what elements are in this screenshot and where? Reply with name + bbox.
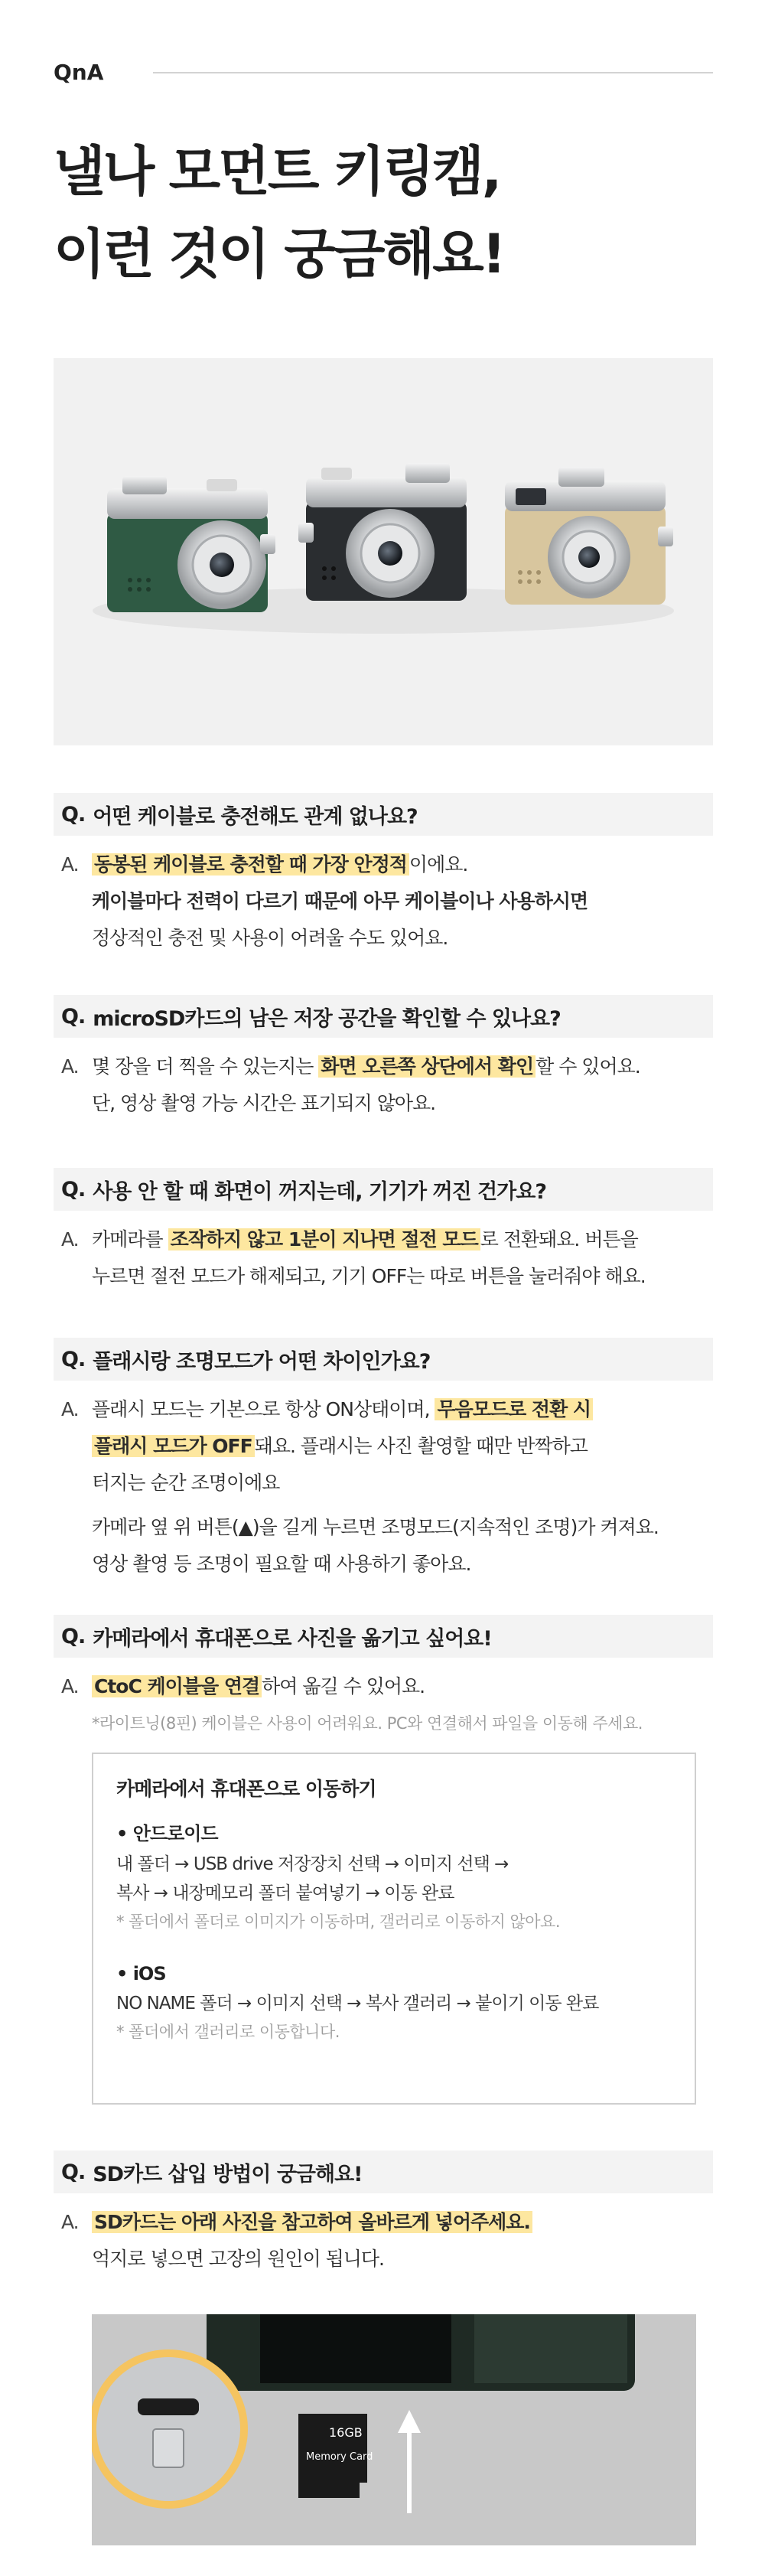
answer-highlight: 화면 오른쪽 상단에서 확인: [318, 1055, 536, 1078]
qa-item-charging: [54, 793, 713, 957]
answer-line: 터지는 순간 조명이에요: [92, 1472, 280, 1494]
question-text: 사용 안 할 때 화면이 꺼지는데, 기기가 꺼진 건가요?: [93, 1179, 546, 1204]
sd-card-capacity: 16GB: [329, 2425, 363, 2440]
answer-line: 누르면 절전 모드가 해제되고, 기기 OFF는 따로 버튼을 눌러줘야 해요.: [92, 1265, 646, 1287]
guide-ios-note: * 폴더에서 갤러리로 이동합니다.: [116, 2023, 340, 2041]
answer-line: [92, 2204, 713, 2241]
question-mark: Q.: [61, 1177, 86, 1202]
answer-line: [92, 1668, 713, 1705]
question-mark: Q.: [61, 2160, 86, 2184]
page-title-line-1: 낼나 모먼트 키링캠,: [54, 140, 500, 203]
answer-line: 영상 촬영 등 조명이 필요할 때 사용하기 좋아요.: [92, 1553, 471, 1575]
answer-text: 할 수 있어요.: [536, 1055, 640, 1078]
answer-line: [92, 1391, 713, 1428]
guide-title: 카메라에서 휴대폰으로 이동하기: [116, 1778, 376, 1800]
answer-highlight: 동봉된 케이블로 충전할 때 가장 안정적: [92, 853, 409, 876]
answer-text: 몇 장을 더 찍을 수 있는지는: [92, 1055, 319, 1078]
answer-body: [54, 1048, 713, 1122]
question-text: SD카드 삽입 방법이 궁금해요!: [93, 2162, 363, 2186]
qa-item-flash: [54, 1338, 713, 1583]
question-bar: [54, 995, 713, 1038]
answer-line: 케이블마다 전력이 다르기 때문에 아무 케이블이나 사용하시면: [92, 890, 588, 912]
answer-body: [54, 846, 713, 957]
guide-android-step: 복사 → 내장메모리 폴더 붙여넣기 → 이동 완료: [116, 1883, 454, 1903]
answer-mark: A.: [61, 1675, 79, 1697]
cameras-illustration: [54, 358, 713, 745]
answer-body: [54, 2204, 713, 2278]
answer-text: 플래시 모드는 기본으로 항상 ON상태이며,: [92, 1398, 435, 1420]
answer-line: [92, 1428, 713, 1465]
sd-insertion-illustration: [92, 2314, 696, 2545]
section-header: [54, 57, 713, 84]
question-bar: [54, 1338, 713, 1381]
guide-android-note: * 폴더에서 폴더로 이미지가 이동하며, 갤러리로 이동하지 않아요.: [116, 1912, 561, 1931]
answer-text: 돼요. 플래시는 사진 촬영할 때만 반짝하고: [254, 1435, 588, 1457]
header-divider: [153, 72, 713, 73]
answer-note: *라이트닝(8핀) 케이블은 사용이 어려워요. PC와 연결해서 파일을 이동해 주세요.: [92, 1714, 643, 1733]
answer-mark: A.: [61, 1398, 79, 1420]
question-mark: Q.: [61, 802, 86, 827]
guide-ios-title: • iOS: [116, 1963, 166, 1984]
sd-insertion-photo: [92, 2314, 696, 2545]
question-mark: Q.: [61, 1624, 86, 1648]
answer-highlight: CtoC 케이블을 연결: [92, 1675, 262, 1697]
section-label: QnA: [54, 60, 104, 85]
answer-mark: A.: [61, 853, 79, 876]
page-title-line-2: 이런 것이 궁금해요!: [54, 223, 504, 285]
guide-android-step: 내 폴더 → USB drive 저장장치 선택 → 이미지 선택 →: [116, 1854, 509, 1874]
question-mark: Q.: [61, 1004, 86, 1029]
answer-highlight: 플래시 모드가 OFF: [92, 1435, 255, 1457]
question-bar: [54, 2150, 713, 2193]
qa-item-sd-card: [54, 2150, 713, 2278]
answer-line: [92, 1048, 713, 1085]
answer-mark: A.: [61, 2211, 79, 2233]
question-text: 플래시랑 조명모드가 어떤 차이인가요?: [93, 1349, 431, 1374]
answer-highlight: 무음모드로 전환 시: [435, 1398, 593, 1420]
question-bar: [54, 1615, 713, 1658]
answer-highlight: SD카드는 아래 사진을 참고하여 올바르게 넣어주세요.: [92, 2211, 532, 2233]
page-title: [54, 130, 713, 295]
answer-text: 하여 옮길 수 있어요.: [262, 1675, 425, 1697]
answer-highlight: 조작하지 않고 1분이 지나면 절전 모드: [168, 1228, 480, 1251]
question-mark: Q.: [61, 1347, 86, 1371]
guide-ios-step: NO NAME 폴더 → 이미지 선택 → 복사 갤러리 → 붙이기 이동 완료: [116, 1994, 599, 2014]
question-text: 카메라에서 휴대폰으로 사진을 옮기고 싶어요!: [93, 1626, 492, 1651]
qa-item-transfer: [54, 1615, 713, 1742]
qa-item-sleep-mode: [54, 1168, 713, 1295]
answer-line: [92, 846, 713, 883]
product-photo: [54, 358, 713, 745]
question-bar: [54, 1168, 713, 1211]
guide-android-title: • 안드로이드: [116, 1823, 218, 1844]
camera-green: [107, 476, 275, 612]
question-text: microSD카드의 남은 저장 공간을 확인할 수 있나요?: [93, 1006, 561, 1031]
answer-body: [54, 1391, 713, 1583]
answer-line: 카메라 옆 위 버튼(▲)을 길게 누르면 조명모드(지속적인 조명)가 켜져요.: [92, 1516, 659, 1538]
answer-line: 억지로 넣으면 고장의 원인이 됩니다.: [92, 2248, 384, 2270]
answer-text: 카메라를: [92, 1228, 168, 1251]
answer-line: 정상적인 충전 및 사용이 어려울 수도 있어요.: [92, 927, 448, 949]
question-text: 어떤 케이블로 충전해도 관계 없나요?: [93, 804, 418, 829]
camera-black: [298, 463, 467, 601]
answer-body: [54, 1221, 713, 1295]
answer-mark: A.: [61, 1055, 79, 1078]
question-bar: [54, 793, 713, 836]
sd-card-brand: Memory Card: [306, 2451, 373, 2463]
answer-text: 로 전환돼요. 버튼을: [480, 1228, 638, 1251]
transfer-guide-box: [92, 1753, 696, 2105]
answer-line: [92, 1221, 713, 1258]
answer-mark: A.: [61, 1228, 79, 1251]
camera-beige: [505, 467, 673, 605]
answer-line: 단, 영상 촬영 가능 시간은 표기되지 않아요.: [92, 1092, 436, 1114]
qa-item-storage: [54, 995, 713, 1122]
answer-body: [54, 1668, 713, 1742]
answer-text: 이에요.: [409, 853, 468, 876]
